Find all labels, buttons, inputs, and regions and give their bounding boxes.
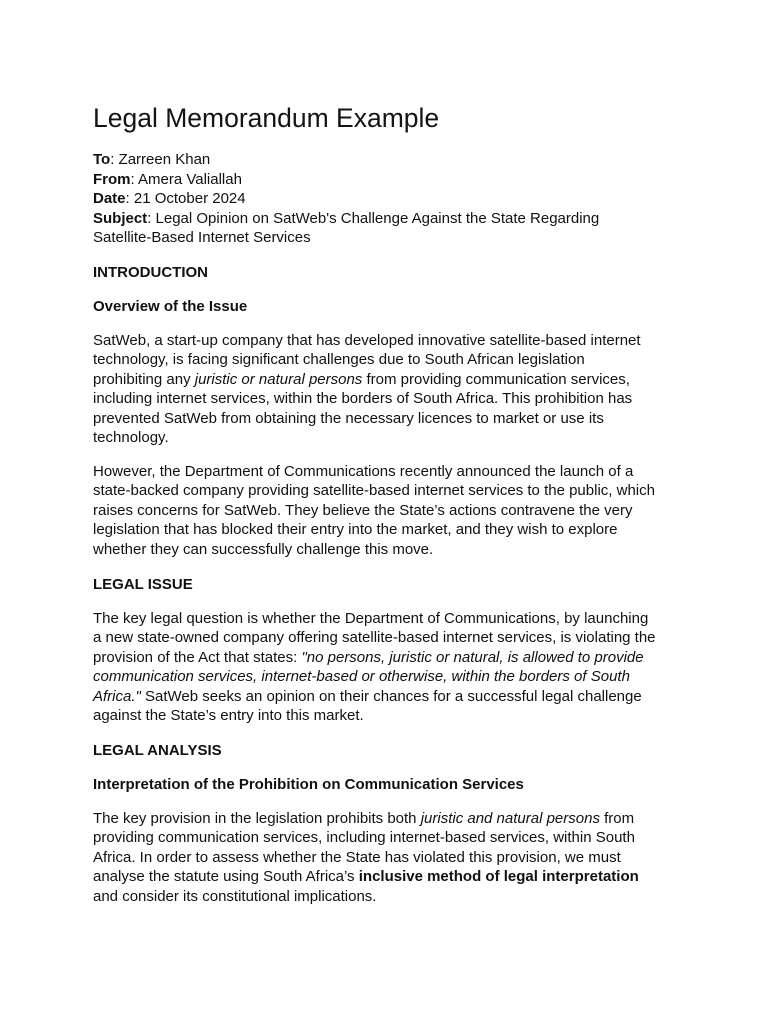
memo-subject-line-2 — [93, 228, 599, 248]
emphasis-text: juristic and natural persons — [420, 810, 600, 827]
interpretation-subheading: Interpretation of the Prohibition on Communication Services — [93, 776, 524, 793]
quoted-provision: Africa." — [93, 687, 141, 705]
text-run: from — [599, 810, 635, 827]
text-line: providing communication services, including internet-based services, within South — [93, 829, 635, 847]
quoted-provision: "no persons, juristic or natural, is allowed to provide — [301, 648, 644, 666]
text-line: state-backed company providing satellite-based internet services to the public, which — [93, 482, 655, 500]
legal-analysis-paragraph — [93, 809, 639, 906]
text-line: Africa. In order to assess whether the State has violated this provision, we must — [93, 848, 621, 866]
memo-date-line — [93, 189, 599, 209]
legal-issue-heading: LEGAL ISSUE — [93, 576, 193, 593]
from-label: From — [93, 170, 131, 188]
text-line: including internet services, within the borders of South Africa. This prohibition has — [93, 390, 633, 408]
text-line: against the State’s entry into this market. — [93, 707, 364, 725]
introduction-paragraph-2 — [93, 462, 655, 559]
text-line: technology. — [93, 429, 169, 447]
text-run: The key provision in the legislation prohibits both — [93, 810, 421, 827]
introduction-paragraph-1 — [93, 331, 641, 447]
text-line: whether they can successfully challenge this move. — [93, 540, 434, 558]
introduction-heading: INTRODUCTION — [93, 264, 208, 281]
text-line: The key legal question is whether the Department of Communications, by launching — [93, 610, 649, 627]
quoted-provision: communication services, internet-based or otherwise, within the borders of South — [93, 668, 630, 686]
subject-label: Subject — [93, 209, 148, 227]
text-line: SatWeb, a start-up company that has developed innovative satellite-based internet — [93, 332, 641, 349]
text-line: However, the Department of Communications recently announced the launch of a — [93, 463, 634, 480]
text-run: provision of the Act that states: — [93, 648, 302, 666]
text-run: from providing communication services, — [362, 370, 630, 388]
legal-issue-paragraph — [93, 609, 656, 725]
memo-to-line — [93, 150, 599, 170]
emphasis-text: juristic or natural persons — [194, 370, 363, 388]
memo-header — [93, 150, 599, 248]
text-line — [93, 809, 639, 828]
date-label: Date — [93, 190, 126, 207]
date-value: : 21 October 2024 — [125, 190, 246, 207]
text-line: legislation that has blocked their entry into the market, and they wish to explore — [93, 521, 618, 539]
subject-value-continued: Satellite-Based Internet Services — [93, 229, 311, 246]
text-line: a new state-owned company offering satellite-based internet services, is violating the — [93, 629, 656, 647]
legal-analysis-heading: LEGAL ANALYSIS — [93, 742, 222, 759]
strong-text: inclusive method of legal interpretation — [358, 868, 639, 886]
text-run: prohibiting any — [93, 370, 195, 388]
text-line: prevented SatWeb from obtaining the necessary licences to market or use its — [93, 409, 604, 427]
text-line: technology, is facing significant challenges due to South African legislation — [93, 351, 585, 369]
to-label: To — [93, 151, 111, 168]
document-title: Legal Memorandum Example — [93, 103, 440, 133]
text-line: raises concerns for SatWeb. They believe the State’s actions contravene the very — [93, 501, 633, 519]
text-line — [93, 370, 641, 389]
text-line — [93, 648, 656, 667]
memo-from-line — [93, 170, 599, 190]
text-run: SatWeb seeks an opinion on their chances for a successful legal challenge — [140, 687, 642, 705]
text-line — [93, 687, 656, 706]
memo-subject-line — [93, 209, 599, 229]
from-value: : Amera Valiallah — [130, 170, 242, 188]
overview-subheading: Overview of the Issue — [93, 298, 248, 315]
text-line — [93, 867, 639, 886]
text-line — [93, 667, 656, 686]
text-run: analyse the statute using South Africa’s — [93, 868, 359, 886]
subject-value: : Legal Opinion on SatWeb's Challenge Against the State Regarding — [147, 209, 600, 227]
to-value: : Zarreen Khan — [110, 151, 211, 168]
text-line: and consider its constitutional implications. — [93, 887, 377, 905]
